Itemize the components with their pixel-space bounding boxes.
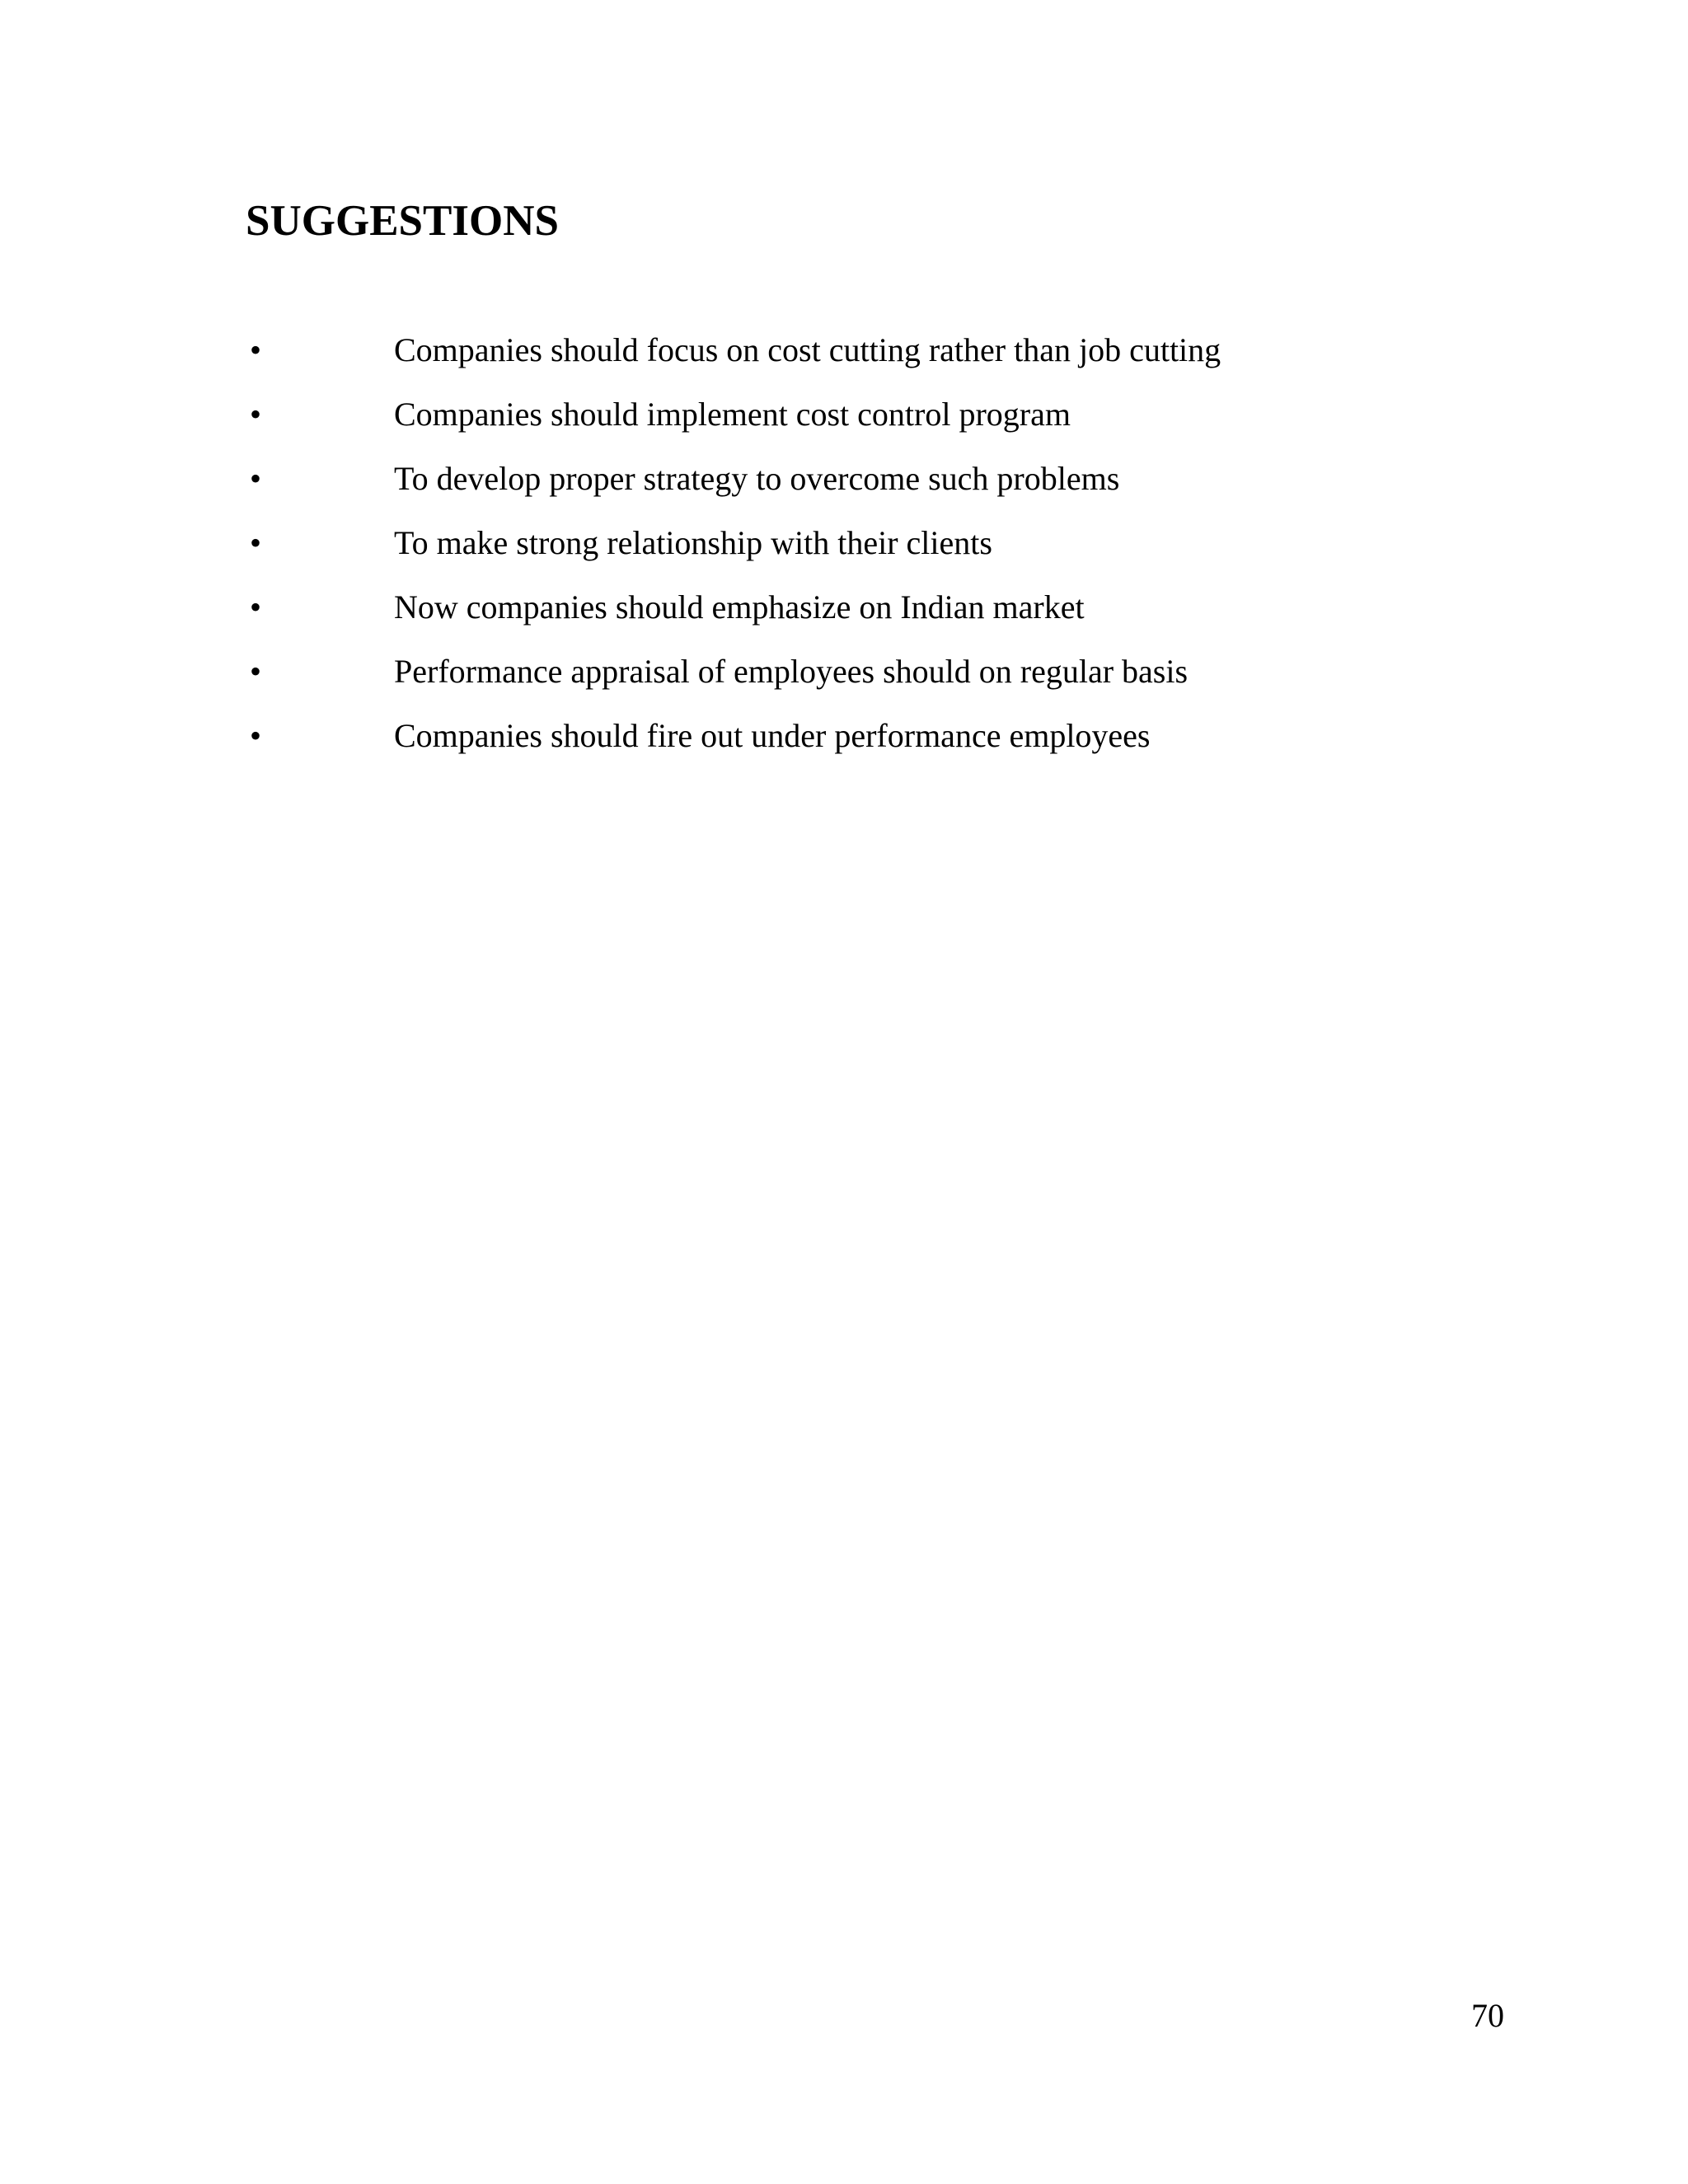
suggestion-text: Companies should fire out under performance employees bbox=[394, 717, 1151, 754]
bullet-icon: • bbox=[249, 396, 261, 433]
suggestion-text: To develop proper strategy to overcome such problems bbox=[394, 460, 1120, 497]
bullet-icon: • bbox=[249, 588, 261, 626]
page-heading: SUGGESTIONS bbox=[246, 197, 559, 245]
bullet-icon: • bbox=[249, 653, 261, 690]
suggestion-text: Now companies should emphasize on Indian market bbox=[394, 588, 1085, 626]
bullet-icon: • bbox=[249, 717, 261, 754]
suggestion-text: Companies should focus on cost cutting rather than job cutting bbox=[394, 331, 1221, 368]
bullet-icon: • bbox=[249, 460, 261, 497]
bullet-icon: • bbox=[249, 524, 261, 561]
bullet-icon: • bbox=[249, 331, 261, 368]
suggestion-text: Performance appraisal of employees should on regular basis bbox=[394, 653, 1189, 690]
suggestion-text: To make strong relationship with their clients bbox=[394, 524, 992, 561]
suggestion-text: Companies should implement cost control program bbox=[394, 396, 1071, 433]
page-number: 70 bbox=[1471, 1997, 1504, 2034]
